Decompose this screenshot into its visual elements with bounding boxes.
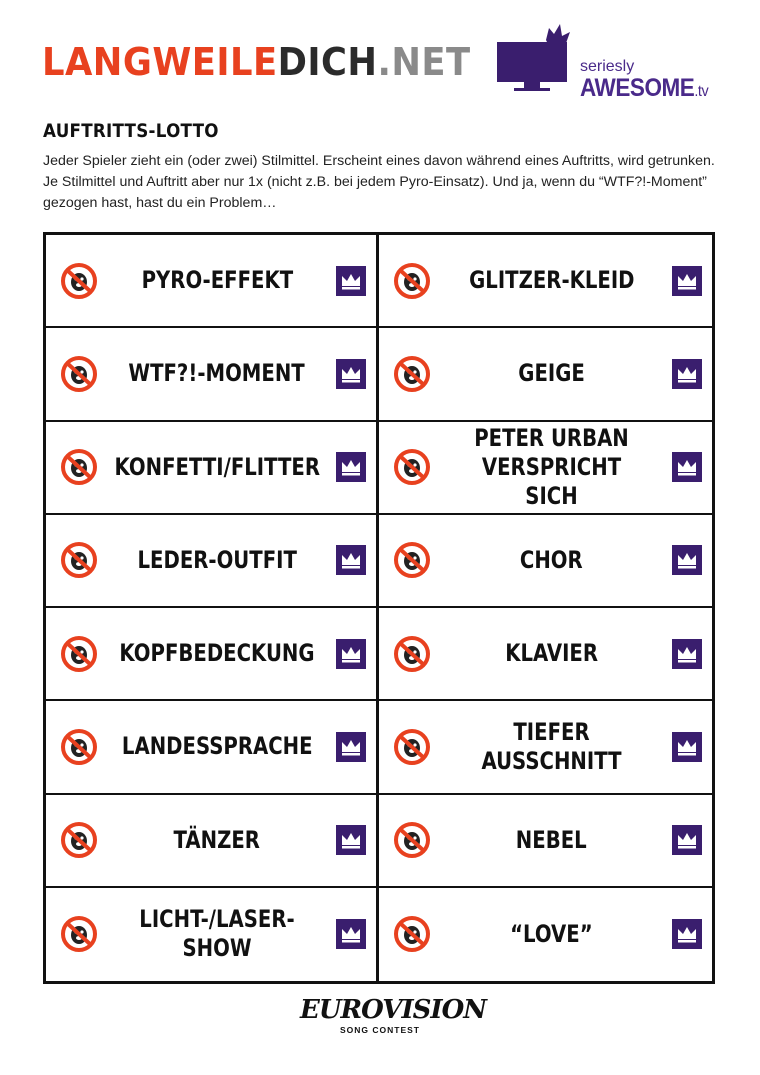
logo-small-text: seriesly [580, 58, 635, 75]
logo-part-3: .NET [377, 40, 471, 84]
lotto-cell-text: GLITZER-KLEID [468, 266, 635, 295]
lotto-cell [46, 235, 379, 328]
lotto-cell-text: KONFETTI/FLITTER [114, 452, 320, 481]
lotto-cell-text: LICHT-/LASER-SHOW [139, 905, 295, 963]
lotto-cell-label [437, 888, 666, 981]
no-drinking-icon [60, 355, 98, 393]
no-drinking-icon [393, 728, 431, 766]
lotto-cell-label [437, 608, 666, 699]
lotto-cell-text: PYRO-EFFEKT [141, 266, 293, 295]
logo-big-text [580, 74, 708, 103]
lotto-cell-text: LEDER-OUTFIT [137, 545, 297, 574]
crown-icon [672, 919, 702, 949]
lotto-cell [46, 608, 379, 701]
no-drinking-icon [393, 915, 431, 953]
lotto-cell-text: LANDESSPRACHE [121, 732, 313, 761]
crown-icon [672, 639, 702, 669]
crown-icon [336, 359, 366, 389]
no-drinking-icon [393, 448, 431, 486]
lotto-cell [46, 515, 379, 608]
crown-icon [336, 266, 366, 296]
lotto-cell [379, 515, 712, 608]
lotto-cell-text: “LOVE” [510, 919, 593, 948]
lotto-cell-text: KLAVIER [505, 639, 598, 668]
lotto-cell [46, 328, 379, 421]
no-drinking-icon [60, 728, 98, 766]
crown-icon [672, 266, 702, 296]
logo-awesome: AWESOME [580, 74, 695, 102]
lotto-cell-label [437, 328, 666, 419]
lotto-cell-label [104, 608, 330, 699]
no-drinking-icon [60, 448, 98, 486]
lotto-cell-label [104, 888, 330, 981]
lotto-cell [46, 795, 379, 888]
lotto-cell-label [104, 515, 330, 606]
lotto-cell-label [437, 795, 666, 886]
lotto-cell [379, 328, 712, 421]
lotto-cell-label [104, 235, 330, 326]
tv-crown-icon [494, 22, 584, 97]
lotto-cell-label [104, 328, 330, 419]
langweiledich-logo [42, 40, 471, 84]
page-title: AUFTRITTS-LOTTO [43, 120, 219, 142]
crown-icon [336, 919, 366, 949]
seriesly-awesome-logo [494, 22, 724, 102]
lotto-cell-text: CHOR [520, 545, 583, 574]
no-drinking-icon [393, 635, 431, 673]
lotto-cell-label [437, 422, 666, 513]
crown-icon [336, 639, 366, 669]
lotto-cell-label [104, 422, 330, 513]
no-drinking-icon [393, 355, 431, 393]
song-contest-text: SONG CONTEST [339, 1025, 420, 1035]
lotto-cell-text: WTF?!-MOMENT [128, 359, 306, 388]
crown-icon [672, 545, 702, 575]
no-drinking-icon [393, 262, 431, 300]
lotto-cell-label [104, 795, 330, 886]
lotto-cell-label [104, 701, 330, 792]
lotto-grid [43, 232, 715, 984]
lotto-cell-text: PETER URBAN VERSPRICHT SICH [474, 423, 629, 510]
logo-part-2: DICH [277, 40, 378, 84]
crown-icon [672, 359, 702, 389]
lotto-cell [46, 422, 379, 515]
crown-icon [672, 452, 702, 482]
crown-icon [672, 825, 702, 855]
lotto-cell-text: KOPFBEDECKUNG [119, 639, 315, 668]
no-drinking-icon [60, 915, 98, 953]
lotto-cell [379, 795, 712, 888]
lotto-cell [379, 235, 712, 328]
lotto-cell-text: TÄNZER [173, 825, 261, 854]
lotto-cell-text: GEIGE [518, 359, 585, 388]
crown-icon [672, 732, 702, 762]
eurovision-logo [300, 995, 486, 1045]
lotto-cell [46, 701, 379, 794]
lotto-cell [46, 888, 379, 981]
lotto-cell [379, 701, 712, 794]
lotto-cell-label [437, 701, 666, 792]
crown-icon [336, 452, 366, 482]
lotto-cell-text: TIEFER AUSSCHNITT [481, 717, 622, 775]
lotto-cell [379, 608, 712, 701]
no-drinking-icon [60, 821, 98, 859]
no-drinking-icon [60, 635, 98, 673]
logo-part-1: LANGWEILE [42, 40, 278, 84]
eurovision-wordmark: EUROVISION [300, 995, 486, 1025]
lotto-cell-text: NEBEL [516, 825, 587, 854]
no-drinking-icon [60, 541, 98, 579]
lotto-cell-label [437, 515, 666, 606]
lotto-cell-label [437, 235, 666, 326]
crown-icon [336, 545, 366, 575]
crown-icon [336, 825, 366, 855]
intro-text: Jeder Spieler zieht ein (oder zwei) Stilmittel. Erscheint eines davon während eines Auftritts, wird getrunken. Je Stilmittel und Auftritt aber nur 1x (nicht z.B. bei jedem Pyro-Einsatz). Und ja, wenn du “WTF?!-Moment” gezogen hast, hast du ein Problem… [43, 153, 715, 211]
crown-icon [336, 732, 366, 762]
no-drinking-icon [393, 821, 431, 859]
no-drinking-icon [60, 262, 98, 300]
logo-tld: .tv [694, 83, 709, 100]
no-drinking-icon [393, 541, 431, 579]
lotto-cell [379, 888, 712, 981]
lotto-cell [379, 422, 712, 515]
